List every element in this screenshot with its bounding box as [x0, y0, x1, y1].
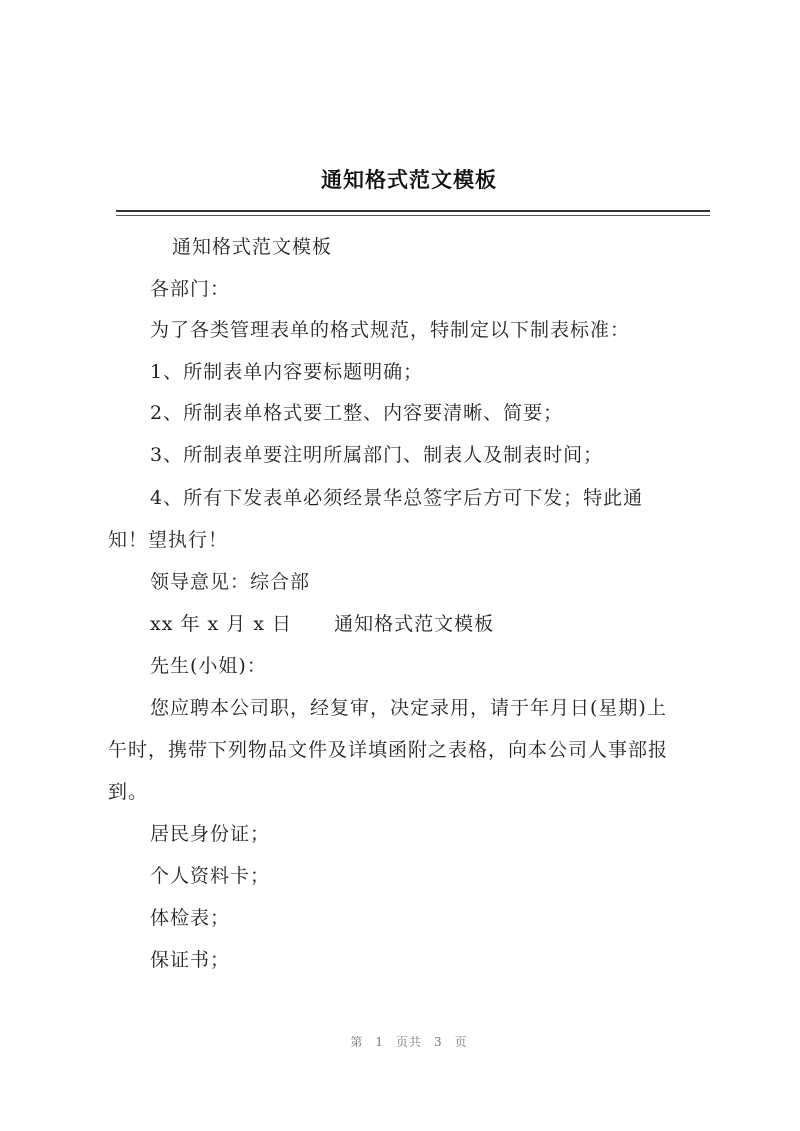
list-item-health-form: 体检表；	[150, 907, 231, 929]
paragraph-offer-end: 到。	[108, 781, 149, 803]
list-item-profile-card: 个人资料卡；	[150, 865, 271, 887]
date-text: xx 年 x 月 x 日	[150, 613, 293, 635]
page-footer	[0, 1033, 800, 1050]
page-label-mid: 页共	[395, 1035, 422, 1049]
title-rule-thin	[116, 215, 710, 216]
paragraph-greeting: 先生(小姐)：	[150, 655, 267, 677]
title-rule	[116, 210, 710, 212]
paragraph-subtitle: 通知格式范文模板	[172, 236, 333, 258]
paragraph-leader-opinion: 领导意见：综合部	[150, 571, 311, 593]
paragraph-salutation: 各部门：	[150, 278, 231, 300]
paragraph-item-4: 4、所有下发表单必须经景华总签字后方可下发；特此通	[150, 487, 644, 509]
paragraph-item-3: 3、所制表单要注明所属部门、制表人及制表时间；	[150, 444, 604, 466]
paragraph-offer: 您应聘本公司职，经复审，决定录用，请于年月日(星期)上	[150, 697, 667, 719]
page-label-pre: 第	[350, 1035, 364, 1049]
paragraph-item-4-cont: 知！望执行！	[108, 529, 229, 551]
paragraph-item-1: 1、所制表单内容要标题明确；	[150, 361, 424, 383]
paragraph-item-2: 2、所制表单格式要工整、内容要清晰、简要；	[150, 402, 564, 424]
page-current: 1	[375, 1035, 384, 1049]
page-total: 3	[434, 1035, 443, 1049]
page-title: 通知格式范文模板	[321, 167, 497, 192]
paragraph-offer-cont: 午时，携带下列物品文件及详填函附之表格，向本公司人事部报	[108, 739, 669, 761]
list-item-guarantee: 保证书；	[150, 949, 231, 971]
paragraph-intro: 为了各类管理表单的格式规范，特制定以下制表标准：	[150, 319, 631, 341]
page-label-post: 页	[454, 1035, 468, 1049]
list-item-id-card: 居民身份证；	[150, 823, 271, 845]
second-title-text: 通知格式范文模板	[334, 613, 495, 635]
paragraph-date-line	[150, 612, 494, 636]
